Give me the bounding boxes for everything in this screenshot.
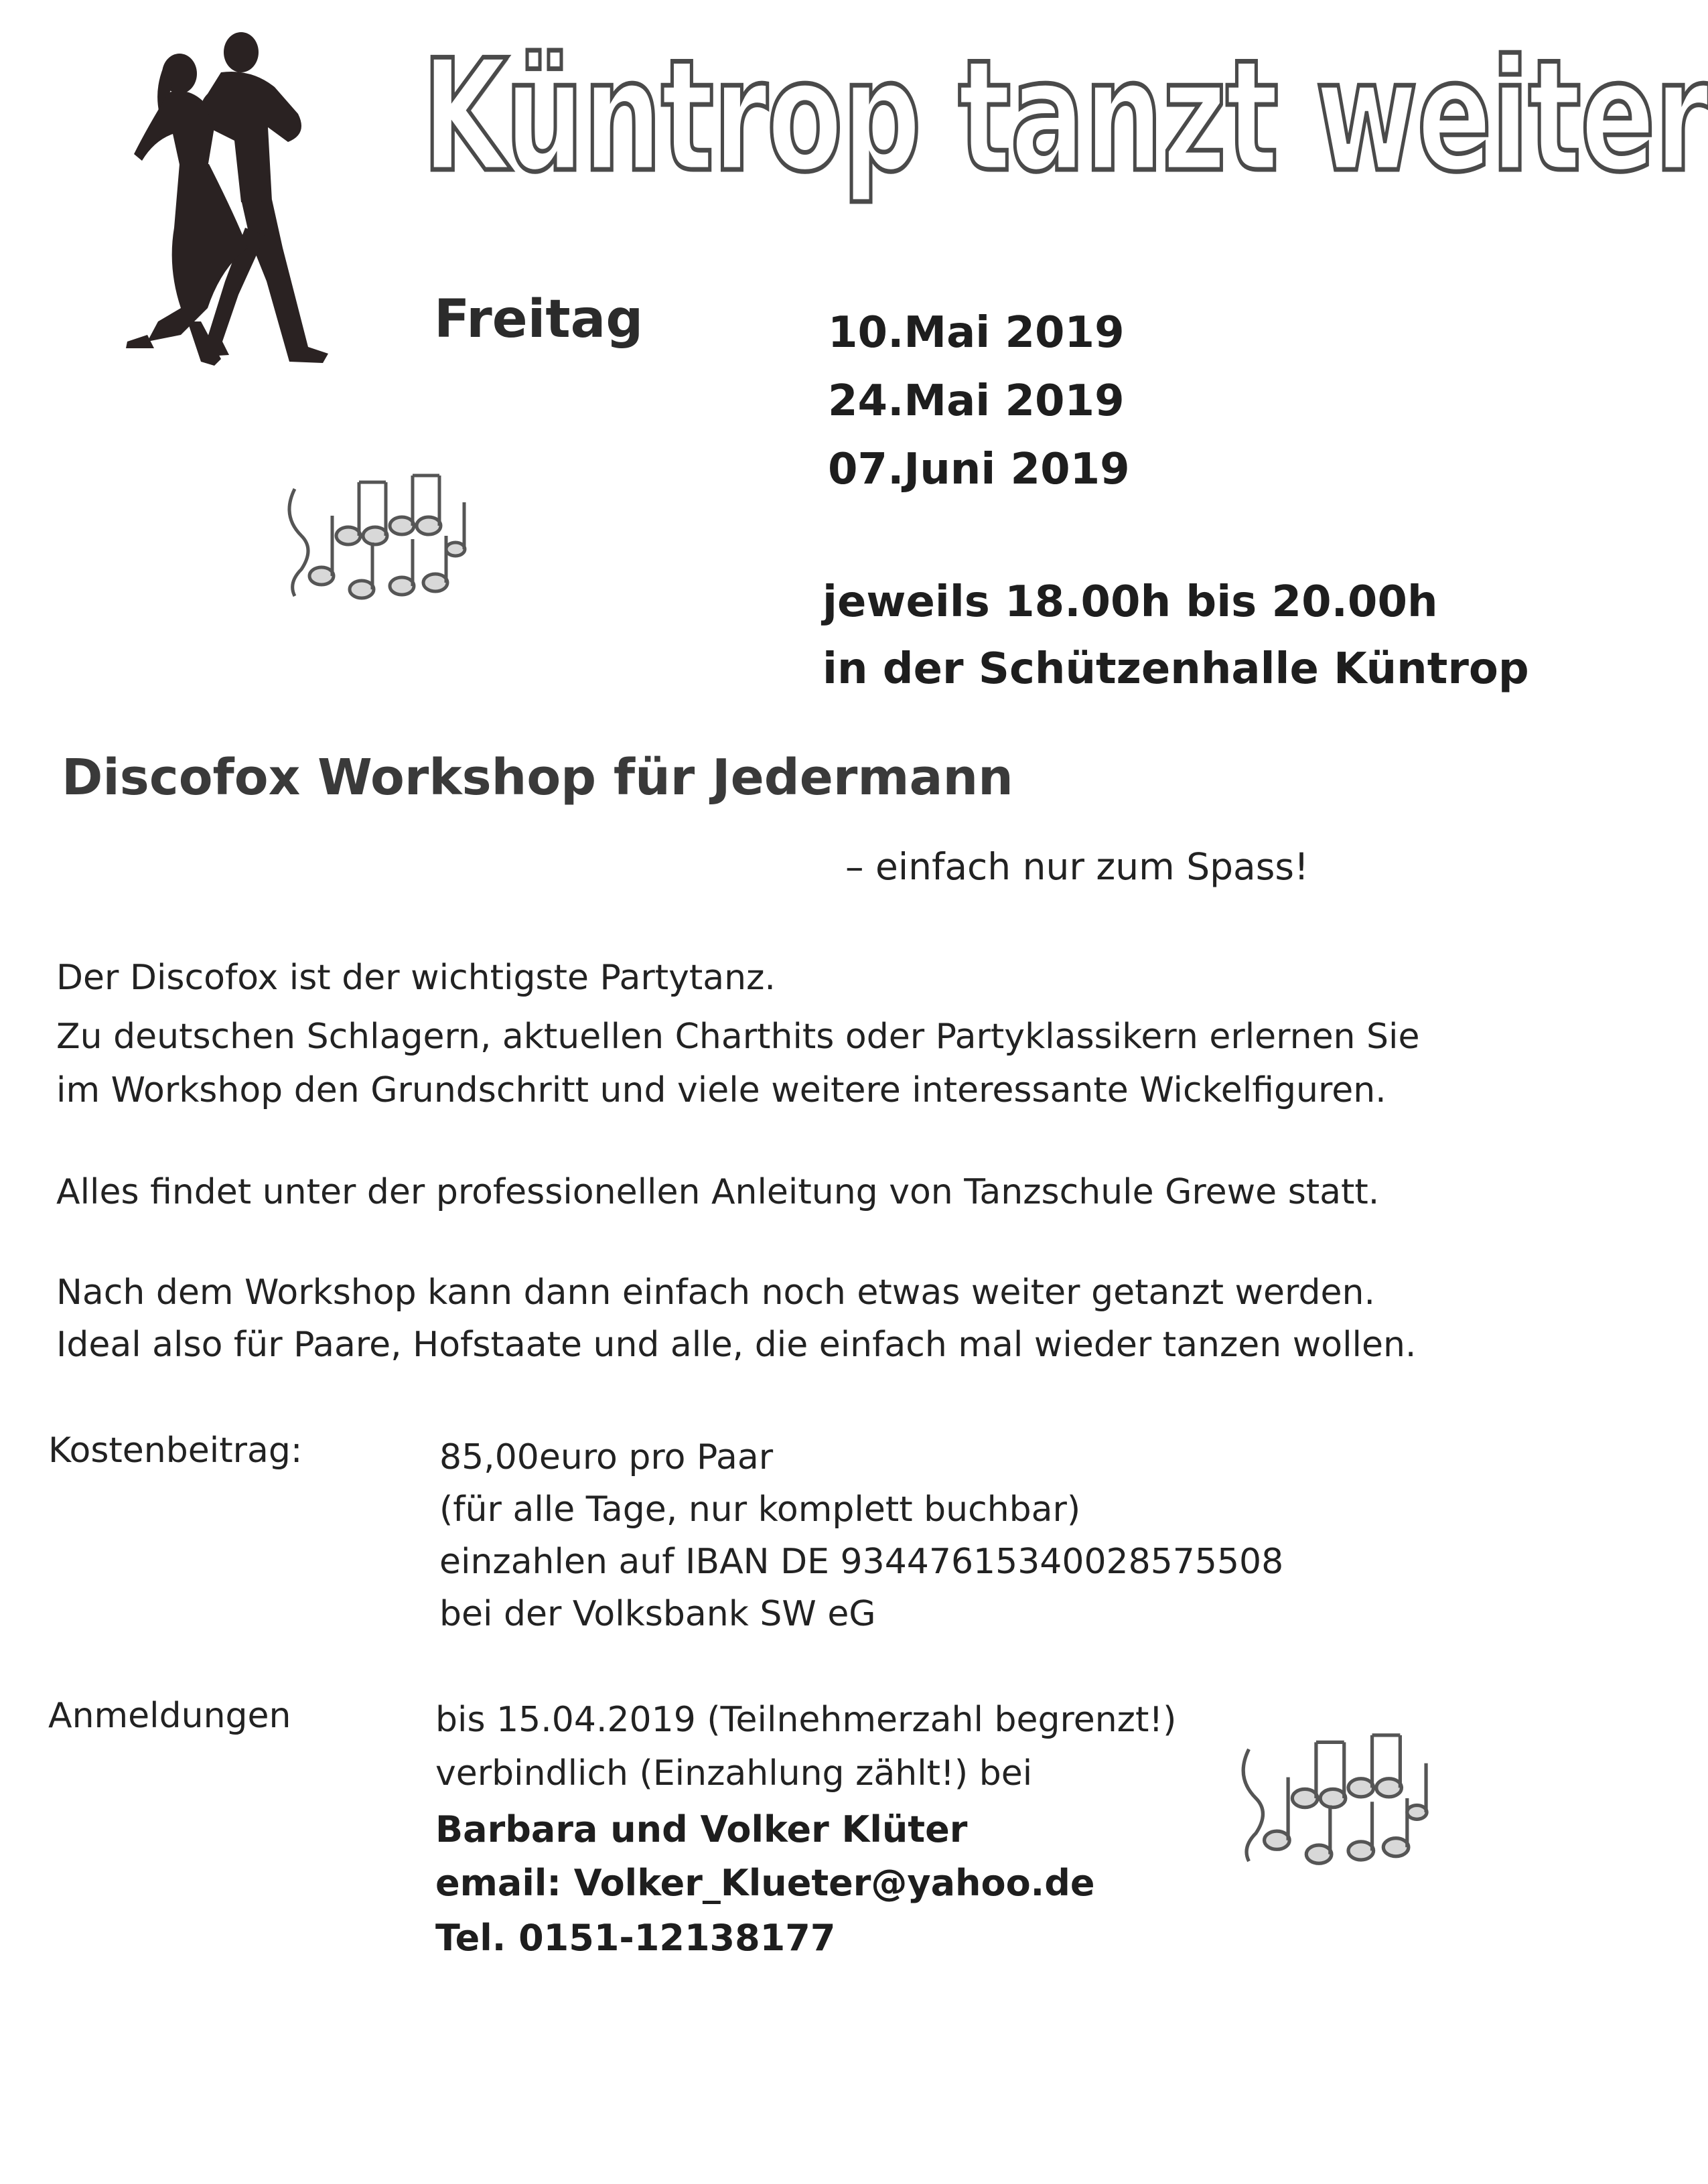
costs-label: Kostenbeitrag:: [48, 1431, 303, 1471]
paragraph-line: Alles findet unter der professionellen Anleitung von Tanzschule Grewe statt.: [56, 1172, 1380, 1212]
date-1: 10.Mai 2019: [828, 308, 1125, 358]
registration-line: verbindlich (Einzahlung zählt!) bei: [435, 1753, 1033, 1794]
contact-phone: Tel. 0151-12138177: [435, 1917, 836, 1959]
day-label: Freitag: [434, 289, 644, 350]
subline: – einfach nur zum Spass!: [845, 845, 1309, 888]
registration-label: Anmeldungen: [48, 1696, 291, 1736]
page-title: Küntrop tanzt weiter: [422, 27, 1708, 206]
costs-line: (für alle Tage, nur komplett buchbar): [439, 1489, 1081, 1530]
costs-line: 85,00euro pro Paar: [439, 1437, 774, 1477]
costs-line: bei der Volksbank SW eG: [439, 1594, 876, 1634]
time-line: jeweils 18.00h bis 20.00h: [823, 577, 1438, 627]
paragraph-line: im Workshop den Grundschritt und viele weitere interessante Wickelfiguren.: [56, 1070, 1386, 1110]
music-notes-icon: [275, 462, 476, 609]
headline: Discofox Workshop für Jedermann: [62, 749, 1013, 806]
paragraph-line: Der Discofox ist der wichtigste Partytanz.: [56, 958, 776, 998]
dancing-couple-icon: [107, 27, 335, 375]
date-3: 07.Juni 2019: [828, 445, 1130, 494]
music-notes-icon: [1226, 1721, 1440, 1875]
costs-line: einzahlen auf IBAN DE 93447615340028575508: [439, 1542, 1284, 1582]
paragraph-line: Ideal also für Paare, Hofstaate und alle, die einfach mal wieder tanzen wollen.: [56, 1325, 1417, 1365]
registration-line: bis 15.04.2019 (Teilnehmerzahl begrenzt!): [435, 1700, 1177, 1740]
date-2: 24.Mai 2019: [828, 376, 1125, 426]
venue-line: in der Schützenhalle Küntrop: [823, 644, 1529, 694]
contact-name: Barbara und Volker Klüter: [435, 1808, 968, 1850]
contact-email: email: Volker_Klueter@yahoo.de: [435, 1862, 1095, 1904]
paragraph-line: Nach dem Workshop kann dann einfach noch etwas weiter getanzt werden.: [56, 1272, 1375, 1313]
paragraph-line: Zu deutschen Schlagern, aktuellen Charthits oder Partyklassikern erlernen Sie: [56, 1017, 1420, 1057]
